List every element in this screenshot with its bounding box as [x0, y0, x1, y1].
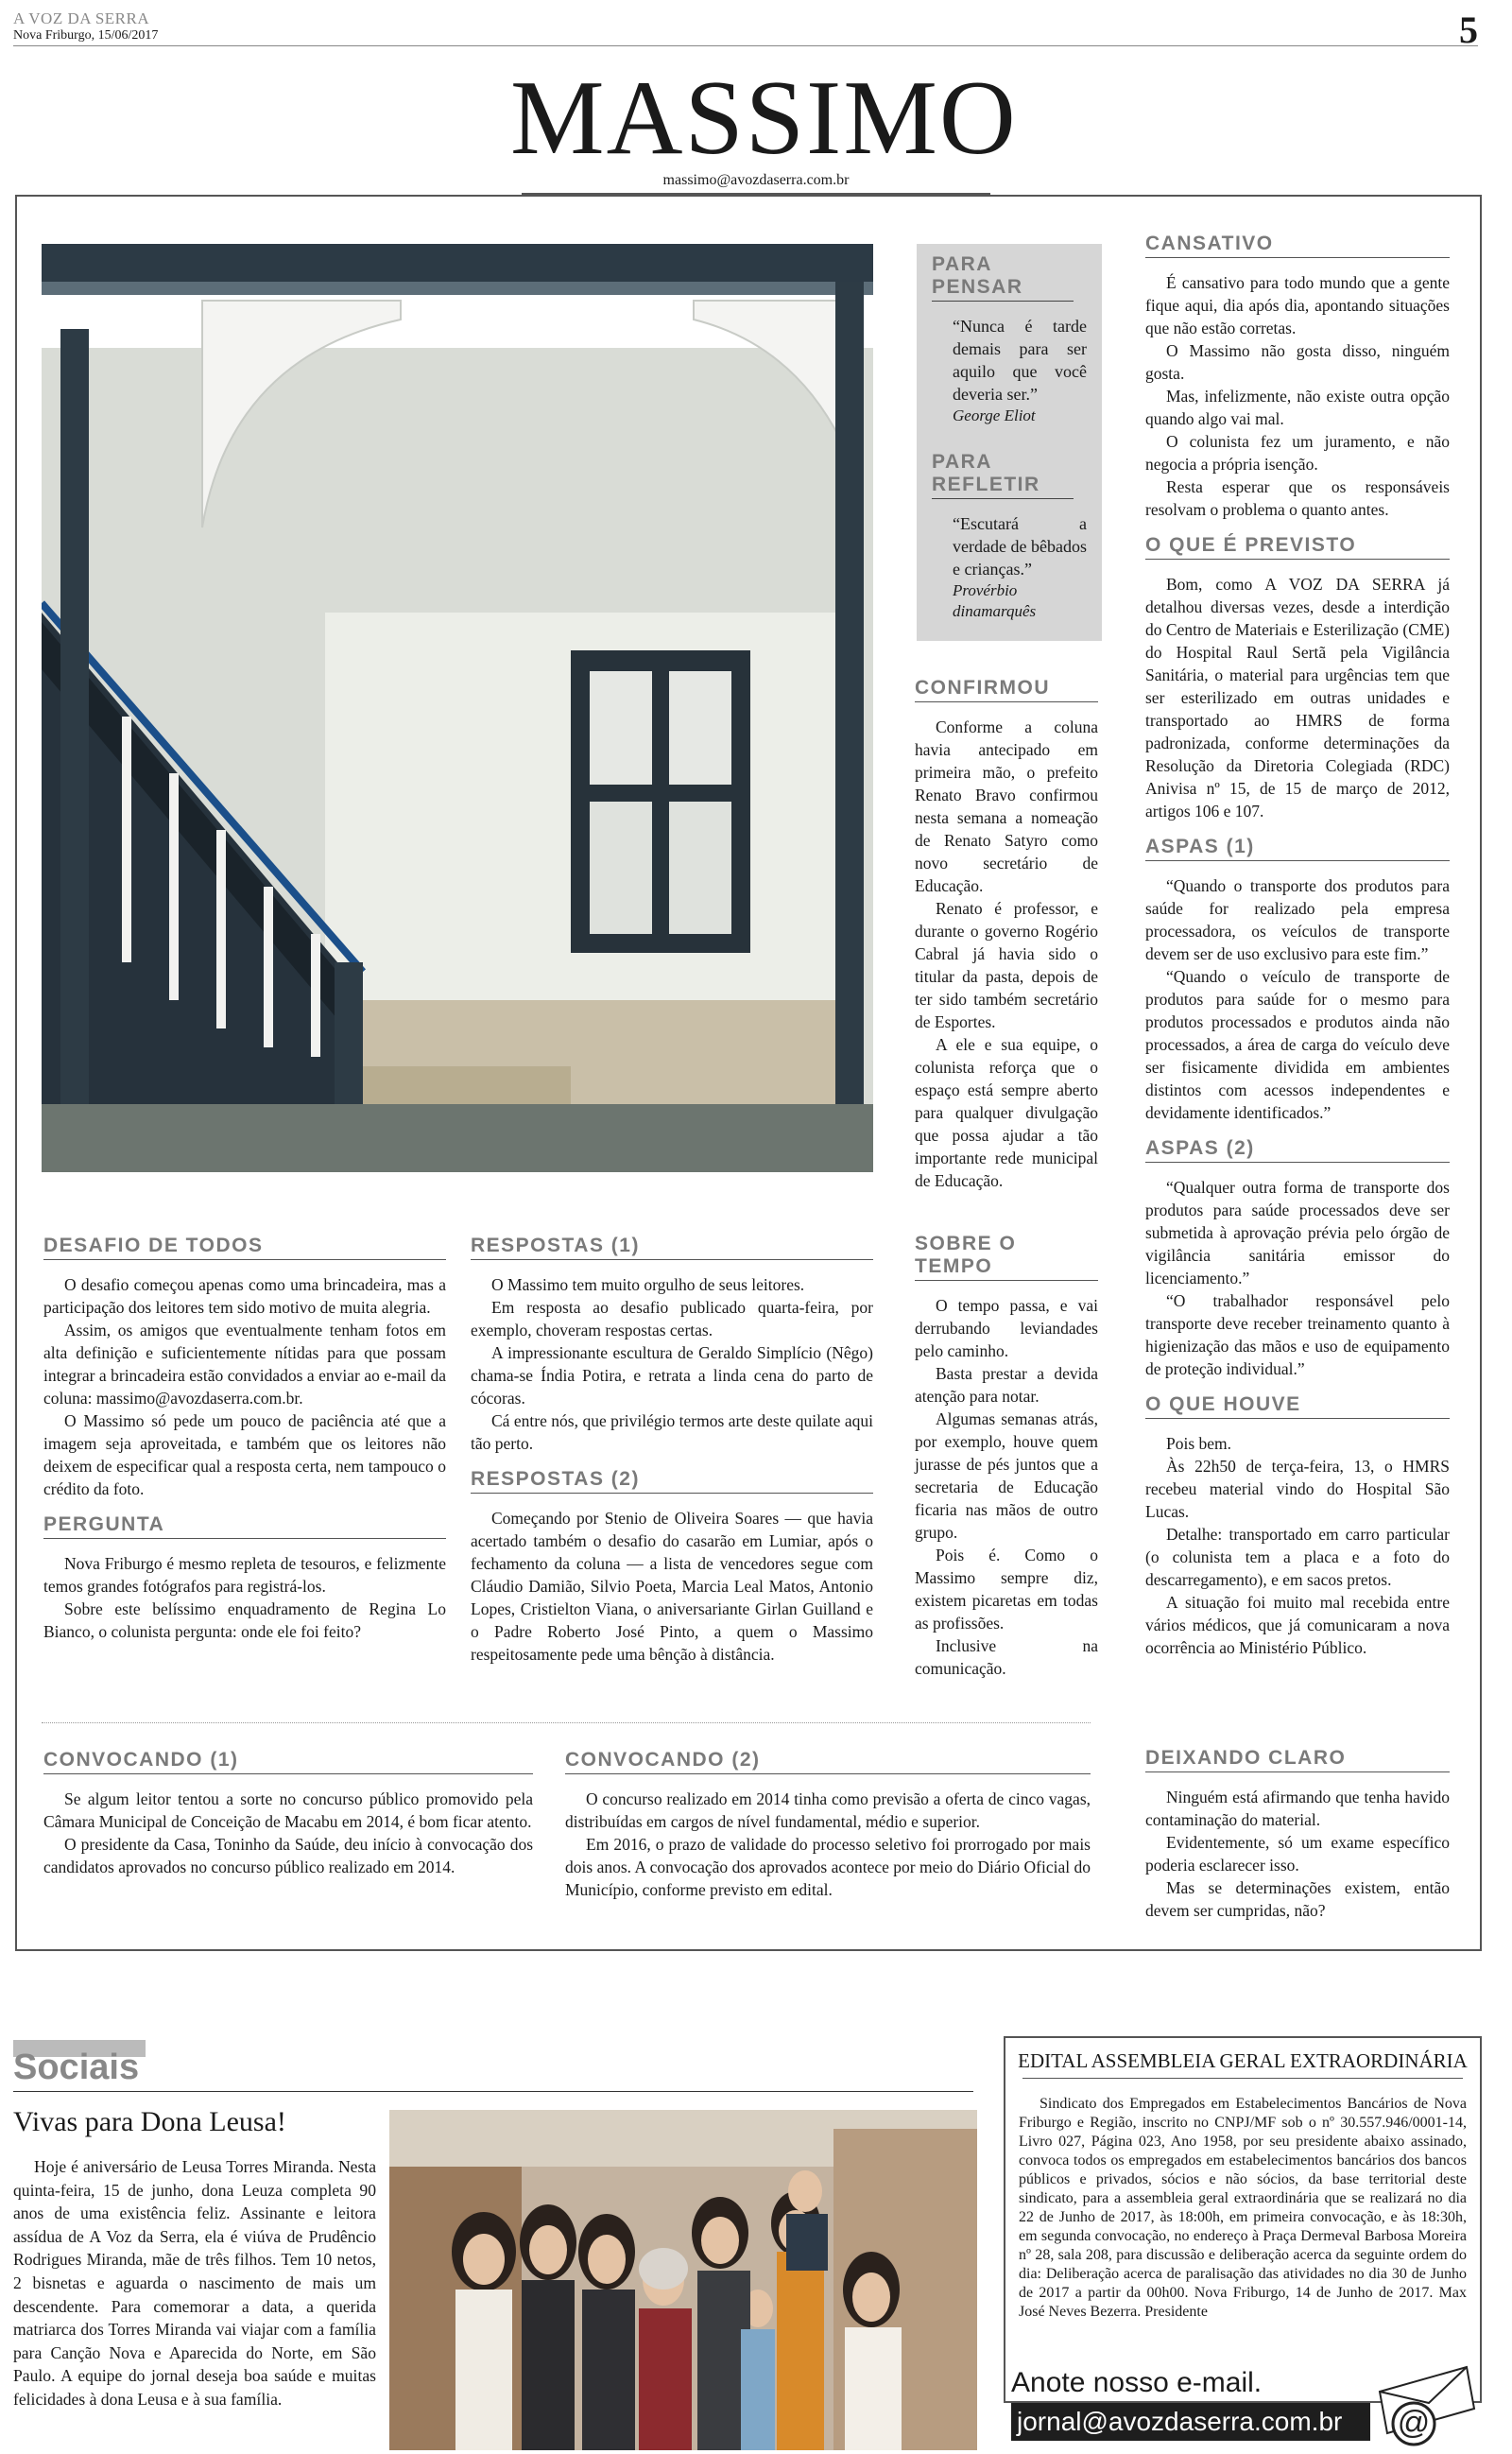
respostas-1-paragraph: Em resposta ao desafio publicado quarta-feira, por exemplo, choveram respostas certas. — [471, 1298, 873, 1339]
dotted-separator — [42, 1722, 1091, 1723]
sociais-headline: Vivas para Dona Leusa! — [13, 2106, 286, 2137]
desafio-heading: DESAFIO DE TODOS — [43, 1235, 446, 1260]
edition-date: Nova Friburgo, 15/06/2017 — [13, 28, 159, 43]
pergunta-paragraph: Nova Friburgo é mesmo repleta de tesouros, e felizmente temos grandes fotógrafos para registrá-los. — [43, 1554, 446, 1596]
ad-line-1: Anote nosso e-mail. — [1011, 2367, 1263, 2398]
newspaper-name: A VOZ DA SERRA — [13, 9, 150, 27]
desafio-paragraph: O Massimo só pede um pouco de paciência até que a imagem seja aproveitada, e também que os leitores não deixem de especificar qual a resposta certa, nem tampouco o crédito da foto. — [43, 1411, 446, 1498]
aspas-1-paragraph: “Quando o veículo de transporte de produtos para saúde for o mesmo para produtos processados e produtos ainda não processados, a área de carga do veículo deve ser fisicamente dividida em ambientes distintos com acessos independentes e devidamente identificados.” — [1145, 967, 1450, 1122]
column-email[interactable]: massimo@avozdaserra.com.br — [662, 172, 850, 188]
o-que-houve-paragraph: Às 22h50 de terça-feira, 13, o HMRS recebeu material vindo do Hospital São Lucas. — [1145, 1457, 1450, 1521]
ad-email[interactable]: jornal@avozdaserra.com.br — [1011, 2403, 1370, 2441]
o-que-e-previsto-paragraph: Bom, como A VOZ DA SERRA já detalhou diversas vezes, desde a interdição do Centro de Materiais e Esterilização (CME) do Hospital Raul Sertã pela Vigilância Sanitária, o material para urgências tem que ser esterilizado em outras unidades e transportado ao HMRS de forma padronizada, conforme determinações da Resolução da Diretoria Colegiada (RDC) Anivisa nº 15, de 15 de março de 2012, artigos 106 e 107. — [1145, 575, 1450, 821]
respostas-1-heading: RESPOSTAS (1) — [471, 1235, 873, 1260]
respostas-1-paragraph: Cá entre nós, que privilégio termos arte deste quilate aqui tão perto. — [471, 1411, 873, 1453]
convocando-1-paragraph: O presidente da Casa, Toninho da Saúde, deu início à convocação dos candidatos aprovados no concurso público realizado em 2014. — [43, 1835, 533, 1876]
edital-title: EDITAL ASSEMBLEIA GERAL EXTRAORDINÁRIA — [1018, 2049, 1468, 2072]
cansativo-paragraph: É cansativo para todo mundo que a gente fique aqui, dia após dia, apontando situações que não estão corretas. — [1145, 273, 1450, 337]
respostas-1-paragraph: O Massimo tem muito orgulho de seus leitores. — [491, 1275, 805, 1294]
pergunta-heading: PERGUNTA — [43, 1513, 446, 1539]
para-pensar-author: George Eliot — [953, 406, 1036, 424]
sobre-o-tempo-paragraph: Inclusive na comunicação. — [915, 1636, 1098, 1678]
staircase-photo — [42, 244, 873, 1172]
sobre-o-tempo-paragraph: Basta prestar a devida atenção para notar. — [915, 1364, 1098, 1406]
para-refletir-quote: “Escutará a verdade de bêbados e crianças.” — [953, 514, 1087, 579]
confirmou-heading: CONFIRMOU — [915, 677, 1098, 702]
desafio-section — [43, 1235, 446, 1643]
sociais-rule — [13, 2091, 973, 2092]
email-ad[interactable] — [1004, 2361, 1482, 2450]
sobre-o-tempo-paragraph: O tempo passa, e vai derrubando leviandades pelo caminho. — [915, 1296, 1098, 1360]
header-rule — [13, 45, 1478, 46]
aspas-2-paragraph: “Qualquer outra forma de transporte dos produtos para saúde processados deve ser submetida à aprovação prévia pelo órgão de vigilância sanitária emissor do licenciamento.” — [1145, 1178, 1450, 1287]
sobre-o-tempo-paragraph: Algumas semanas atrás, por exemplo, houve quem jurasse de pés juntos que a secretaria de Educação ficaria nas mãos de outro grupo. — [915, 1409, 1098, 1542]
respostas-2-paragraph: Começando por Stenio de Oliveira Soares — que havia acertado também o desafio do casarão em Lumiar, após o fechamento da coluna — a lista de vencedores segue com Cláudio Damião, Silvio Poeta, Marcia Leal Matos, Antonio Lopes, Cristielton Viana, o aniversariante Girlan Guilland e o Padre Roberto José Pinto, a quem o Massimo respeitosamente pede uma bênção à distância. — [471, 1509, 873, 1664]
family-photo — [389, 2110, 977, 2450]
deixando-claro-section — [1145, 1747, 1450, 1922]
convocando-2-section — [565, 1749, 1091, 1901]
confirmou-paragraph: Conforme a coluna havia antecipado em primeira mão, o prefeito Renato Bravo confirmou nesta semana a nomeação de Renato Satyro como novo secretário de Educação. — [915, 717, 1098, 895]
convocando-2-paragraph: Em 2016, o prazo de validade do processo seletivo foi prorrogado por mais dois anos. A convocação dos aprovados acontece por meio do Diário Oficial do Município, conforme previsto em edital. — [565, 1835, 1091, 1899]
aspas-2-heading: ASPAS (2) — [1145, 1137, 1450, 1163]
right-column — [1145, 233, 1450, 1659]
o-que-e-previsto-heading: O QUE É PREVISTO — [1145, 534, 1450, 560]
deixando-claro-paragraph: Mas se determinações existem, então devem ser cumpridas, não? — [1145, 1878, 1450, 1920]
cansativo-paragraph: O Massimo não gosta disso, ninguém gosta. — [1145, 341, 1450, 383]
o-que-houve-heading: O QUE HOUVE — [1145, 1393, 1450, 1419]
desafio-paragraph: O desafio começou apenas como uma brincadeira, mas a participação dos leitores tem sido motivo de muita alegria. — [43, 1275, 446, 1317]
para-pensar-quote: “Nunca é tarde demais para ser aquilo que você deveria ser.” — [953, 317, 1087, 404]
svg-text:@: @ — [1397, 2405, 1431, 2441]
edital-rule — [1022, 2078, 1463, 2079]
o-que-houve-paragraph: Detalhe: transportado em carro particular (o colunista tem a placa e a foto do descarregamento), e em sacos pretos. — [1145, 1525, 1450, 1589]
sobre-o-tempo-section — [915, 1233, 1098, 1680]
aspas-1-heading: ASPAS (1) — [1145, 836, 1450, 861]
confirmou-paragraph: A ele e sua equipe, o colunista reforça que o espaço está sempre aberto para qualquer divulgação que possa ajudar a tão importante rede municipal de Educação. — [915, 1035, 1098, 1190]
pergunta-paragraph: Sobre este belíssimo enquadramento de Regina Lo Bianco, o colunista pergunta: onde ele foi feito? — [43, 1599, 446, 1641]
sociais-text — [13, 2155, 376, 2411]
desafio-paragraph: Assim, os amigos que eventualmente tenham fotos em alta definição e suficientemente nítidas para que possam integrar a brincadeira estão convidados a enviar ao e-mail da coluna: massimo@avozdaserra.com.br. — [43, 1321, 446, 1408]
para-refletir-heading: PARA REFLETIR — [932, 451, 1074, 499]
convocando-1-section — [43, 1749, 533, 1878]
o-que-houve-paragraph: Pois bem. — [1166, 1434, 1232, 1453]
aspas-2-paragraph: “O trabalhador responsável pelo transporte deve receber treinamento quanto à higienização das mãos e uso de equipamento de proteção individual.” — [1145, 1291, 1450, 1378]
para-pensar-heading: PARA PENSAR — [932, 253, 1074, 302]
para-refletir-author: Provérbio dinamarquês — [953, 581, 1037, 620]
title-rule — [522, 193, 990, 195]
aspas-1-paragraph: “Quando o transporte dos produtos para saúde for realizado pela empresa processadora, os veículos de transporte devem ser de uso exclusivo para este fim.” — [1145, 876, 1450, 963]
page-number: 5 — [1459, 9, 1478, 51]
quote-box — [917, 244, 1102, 641]
convocando-2-heading: CONVOCANDO (2) — [565, 1749, 1091, 1774]
respostas-section — [471, 1235, 873, 1666]
confirmou-section — [915, 677, 1098, 1192]
envelope-at-icon — [1372, 2363, 1478, 2448]
sociais-label: Sociais — [13, 2048, 140, 2087]
convocando-1-heading: CONVOCANDO (1) — [43, 1749, 533, 1774]
confirmou-paragraph: Renato é professor, e durante o governo Rogério Cabral já havia sido o titular da pasta, depois de ter sido também secretário de Esportes. — [915, 899, 1098, 1031]
deixando-claro-paragraph: Evidentemente, só um exame específico poderia esclarecer isso. — [1145, 1833, 1450, 1875]
sociais-paragraph: Hoje é aniversário de Leusa Torres Miranda. Nesta quinta-feira, 15 de junho, dona Leuza completa 90 anos de uma existência feliz. Assinante e leitora assídua de A Voz da Serra, ela é viúva de Prudêncio Rodrigues Miranda, mãe de três filhos. Tem 10 netos, 2 bisnetas e aguarda o nascimento de mais um descendente. Para comemorar a data, a querida matriarca dos Torres Miranda vai viajar com a família para Canção Nova e Aparecida do Norte, em São Paulo. A equipe do jornal deseja boa saúde e muitas felicidades à dona Leusa e à sua família. — [13, 2157, 376, 2409]
respostas-1-paragraph: A impressionante escultura de Geraldo Simplício (Nêgo) chama-se Índia Potira, e retrata a linda cena do parto de cócoras. — [471, 1343, 873, 1408]
cansativo-paragraph: Mas, infelizmente, não existe outra opção quando algo vai mal. — [1145, 387, 1450, 428]
deixando-claro-paragraph: Ninguém está afirmando que tenha havido contaminação do material. — [1145, 1788, 1450, 1829]
convocando-2-paragraph: O concurso realizado em 2014 tinha como previsão a oferta de cinco vagas, distribuídas em cargos de nível fundamental, médio e superior. — [565, 1789, 1091, 1831]
convocando-1-paragraph: Se algum leitor tentou a sorte no concurso público promovido pela Câmara Municipal de Conceição de Macabu em 2014, é bom ficar atento. — [43, 1789, 533, 1831]
column-title: MASSIMO — [510, 60, 1018, 177]
deixando-claro-heading: DEIXANDO CLARO — [1145, 1747, 1450, 1772]
cansativo-heading: CANSATIVO — [1145, 233, 1450, 258]
edital-text: Sindicato dos Empregados em Estabelecimentos Bancários de Nova Friburgo e Região, inscrito no CNPJ/MF sob o nº 30.557.946/0001-14, Livro 027, Página 023, Ano 1958, por seu presidente abaixo assinado, convoca todos os empregados em estabelecimentos bancários dos bancos públicos e privados, sócios e não sócios, da base territorial deste sindicato, para a assembleia geral extraordinária que se realizará no dia 22 de Junho de 2017, às 18:00h, em primeira convocação, e às 18:30h, em segunda convocação, no endereço à Praça Dermeval Barbosa Moreira nº 28, sala 208, para discussão e deliberação acerca da seguinte ordem do dia: Deliberação acerca de paralisação das atividades no dia 30 de Junho de 2017 a partir da 00h00. Nova Friburgo, 14 de Junho de 2017. Max José Neves Bezerra. Presidente — [1019, 2096, 1467, 2320]
respostas-2-heading: RESPOSTAS (2) — [471, 1468, 873, 1494]
cansativo-paragraph: Resta esperar que os responsáveis resolvam o problema o quanto antes. — [1145, 477, 1450, 519]
o-que-houve-paragraph: A situação foi muito mal recebida entre vários médicos, que já comunicaram a nova ocorrência ao Ministério Público. — [1145, 1593, 1450, 1657]
sobre-o-tempo-paragraph: Pois é. Como o Massimo sempre diz, existem picaretas em todas as profissões. — [915, 1546, 1098, 1633]
sobre-o-tempo-heading: SOBRE O TEMPO — [915, 1233, 1098, 1281]
cansativo-paragraph: O colunista fez um juramento, e não negocia a própria isenção. — [1145, 432, 1450, 474]
